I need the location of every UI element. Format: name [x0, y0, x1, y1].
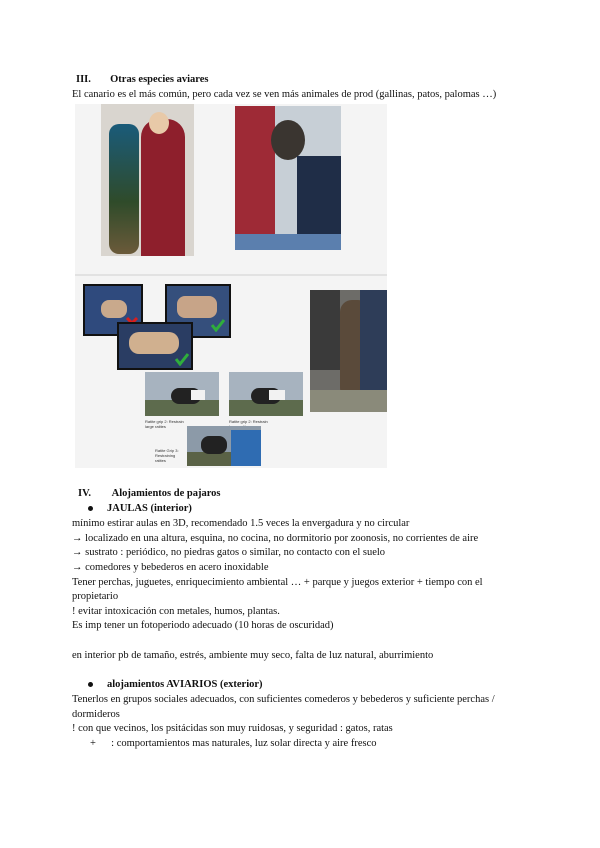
aviarios-title: alojamientos AVIARIOS (exterior) — [107, 679, 263, 690]
caption-ratite-3: Ratite Grip 3: Restraining ratites — [155, 448, 179, 463]
jaulas-title: JAULAS (interior) — [107, 503, 192, 514]
caption-ratite-1: Ratite grip 2: Restrain large ratites — [145, 419, 184, 429]
photo-ratite-1 — [145, 372, 219, 416]
body-line: Tenerlos en grupos sociales adecuados, con suficientes comederos y bebederos y suficiente perchas / — [72, 694, 495, 705]
body-line: mínimo estirar aulas en 3D, recomendado 1.5 veces la envergadura y no circular — [72, 518, 410, 529]
photo-peacock-vet — [101, 104, 194, 256]
section-number: III. — [76, 74, 91, 85]
body-line: → comedores y bebederos en acero inoxidable — [72, 562, 269, 573]
body-line: → sustrato : periódico, no piedras gatos o similar, no contacto con el suelo — [72, 547, 386, 558]
section-iv-heading — [78, 488, 221, 499]
body-line: → localizado en una altura, esquina, no cocina, no dormitorio por zoonosis, no corrientes de aire — [72, 533, 479, 544]
photo-collage — [75, 104, 387, 468]
aviarios-heading — [88, 679, 263, 690]
body-line: en interior pb de tamaño, estrés, ambiente muy seco, falta de luz natural, aburrimiento — [72, 650, 434, 661]
body-line: propietario — [72, 591, 119, 602]
bullet-icon — [88, 682, 93, 687]
photo-grip-correct-2 — [117, 322, 193, 370]
intro-text: El canario es el más común, pero cada vez se ven más animales de prod (gallinas, patos, palomas …) — [72, 89, 497, 100]
plus-line — [90, 738, 377, 749]
section-title: Alojamientos de pajaros — [111, 488, 221, 499]
section-iii-heading — [76, 74, 209, 85]
body-line: Es imp tener un fotoperiodo adecuado (10 horas de oscuridad) — [72, 620, 334, 631]
body-line: dormideros — [72, 709, 120, 720]
photo-vulture — [310, 290, 387, 412]
check-icon — [175, 352, 189, 366]
plus-text: : comportamientos mas naturales, luz solar directa y aire fresco — [111, 738, 377, 749]
caption-ratite-2: Ratite grip 2: Restrain — [229, 419, 268, 424]
jaulas-heading — [88, 503, 192, 514]
bullet-icon — [88, 506, 93, 511]
check-icon — [211, 318, 225, 332]
body-line: Tener perchas, juguetes, enriquecimiento ambiental … + parque y juegos exterior + tiempo con el — [72, 577, 483, 588]
section-number: IV. — [78, 488, 91, 499]
photo-ratite-3 — [187, 426, 261, 466]
photo-bird-handling — [235, 106, 341, 250]
body-line: ! evitar intoxicación con metales, humos, plantas. — [72, 606, 280, 617]
photo-ratite-2 — [229, 372, 303, 416]
body-line: ! con que vecinos, los psitácidas son muy ruidosas, y seguridad : gatos, ratas — [72, 723, 393, 734]
plus-symbol: + — [90, 738, 96, 749]
section-title: Otras especies aviares — [110, 74, 209, 85]
